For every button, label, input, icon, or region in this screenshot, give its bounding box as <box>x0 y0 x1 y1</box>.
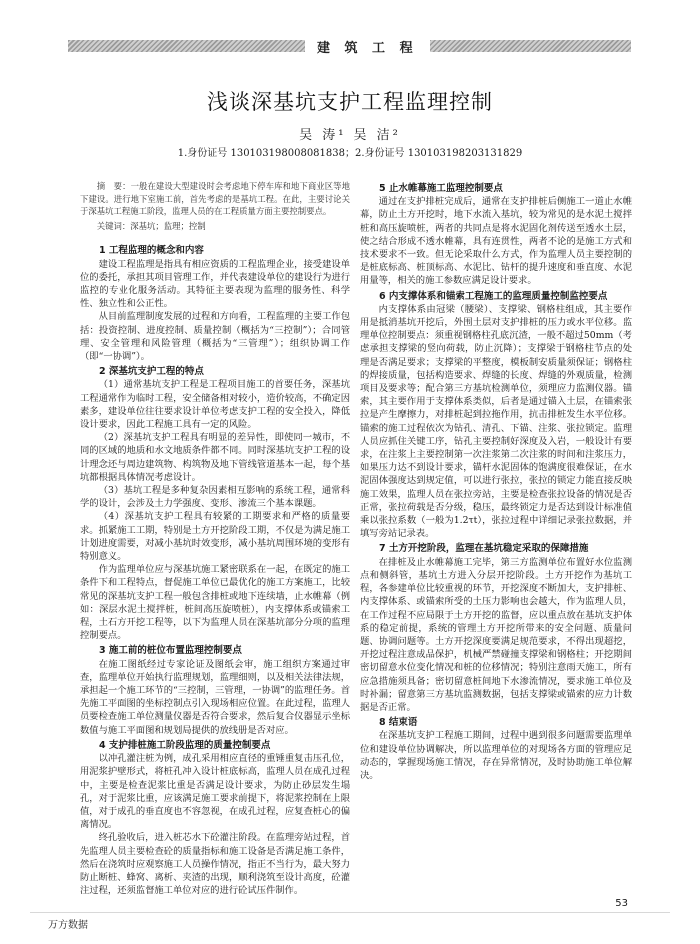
section-heading: 6 内支撑体系和锚索工程施工的监理质量控制监控要点 <box>379 290 608 302</box>
section-heading: 4 支护排桩施工阶段监理的质量控制要点 <box>99 739 271 751</box>
footer-brand: 万方数据 <box>48 920 88 931</box>
paragraph: 以冲孔灌注桩为例，成孔采用相应直径的重锤重复击压孔位，用泥浆护壁形式，将桩孔冲入设计桩底标高，监理人员在成孔过程中，主要是检查泥浆比重是否满足设计要求，为防止砂层发生塌孔，对于泥浆比重，应该满足施工要求前提下，将泥浆控制在上限值，对于成孔的垂直度也不容忽视，在成孔过程，应复查桩心的偏离情况。 <box>80 753 350 831</box>
abstract <box>80 180 350 232</box>
section-heading: 8 结束语 <box>379 717 418 729</box>
paragraph: 在排桩及止水帷幕施工完毕，第三方监测单位布置好水位监测点和侧斜管，基坑土方进入分层开挖阶段。土方开挖作为基坑工程，各参建单位比较重视的环节，开挖深度不断加大，支护排桩、内支撑体系、或锚索所受的土压力影响也会越大，作为监理人员，在工作过程不应局限于土方开挖的监督，应以重点放在基坑支护体系的稳定前提，系统的管理土方开挖所带来的安全问题、质量问题、协调问题等。土方开挖深度要满足规范要求，不得出现超挖，开挖过程注意成品保护，机械严禁碰撞支撑梁和钢格柱；开挖期间密切留意水位变化情况和桩的位移情况；特别注意雨天施工，所有应急措施须具备；密切留意桩间地下水渗流情况，要求施工单位及时补漏；留意第三方基坑监测数据，包括支撑梁或锚索的应力计数据是否正常。 <box>360 556 632 713</box>
right-body <box>360 182 632 782</box>
paragraph: 终孔验收后，进入桩芯水下砼灌注阶段。在监理旁站过程，首先监理人员主要检查砼的质量指标和施工设备是否满足施工条件，然后在浇筑时应观察施工人员操作情况，指正不当行为，最大努力防止断桩、蜂窝、离析、夹渣的出现，顺利浇筑至设计高度，砼灌注过程，还须监督施工单位对应的进行砼试压件制作。 <box>80 832 350 897</box>
paragraph: 在施工图纸经过专家论证及图纸会审，施工组织方案通过审查，监理单位开始执行监理规划，监理细则，以及相关法律法规，承担起一个施工环节的“三控制，三管理，一协调”的监理任务。首先施工平面图的坐标控制点引入现场相应位置。在此过程，监理人员要检查施工单位测量仪器是否符合要求，然后复合仪器显示坐标数值与施工平面图和规划局提供的放线册是否对应。 <box>80 658 350 736</box>
paragraph: 通过在支护排桩完成后，通常在支护排桩后侧施工一道止水帷幕，防止土方开挖时，地下水流入基坑，较为常见的是水泥土搅拌桩和高压旋喷桩，两者的共同点是将水泥固化剂传送至透水土层，使之结合形成不透水帷幕，具有连贯性，两者不论的是施工方式和技术要求不一致。但无论采取什么方式，作为监理人员主要控制的是桩底标高、桩顶标高、水泥比、钻杆的提升速度和垂直度、水泥用量等，相关的施工参数应满足设计要求。 <box>360 196 632 287</box>
paragraph: （3）基坑工程是多种复杂因素相互影响的系统工程，通常科学的设计，会涉及土力学强度、变形、渗流三个基本课题。 <box>80 485 350 510</box>
section-heading: 1 工程监理的概念和内容 <box>99 245 204 257</box>
affiliations: 1.身份证号 13010319800808183​8；2.身份证号 130103198203131829 <box>177 148 523 159</box>
section-label: 建 筑 工 程 <box>305 37 430 56</box>
authors: 吴 涛¹ 吴 洁² <box>299 128 401 143</box>
abstract-text: 摘 要：一般在建设大型建设时会考虑地下停车库和地下商业区等地下建设。进行地下室施工前，首先考虑的是基坑工程。在此，主要讨论关于深基坑工程施工阶段，监理人员的在工程质量方面主要控制要点。 <box>80 181 350 217</box>
paragraph: （2）深基坑支护工程具有明显的差异性，即使同一城市，不同的区域的地质和水文地质条件都不同。同时深基坑支护工程的设计理念还与周边建筑物、构筑物及地下管线管道基本一起，每个基坑都根据具体情况考虑设计。 <box>80 432 350 483</box>
keywords: 关键词：深基坑；监理；控制 <box>96 220 206 231</box>
paragraph: （4）深基坑支护工程具有较紧的工期要求和严格的质量要求。抓紧施工工期，特别是土方开挖阶段工期，不仅是为满足施工计划进度需要，对减小基坑时效变形，减小基坑周围环境的变形有特别意义。 <box>80 511 350 563</box>
left-column <box>80 180 350 897</box>
section-heading: 5 止水帷幕施工监理控制要点 <box>379 183 503 194</box>
paragraph: 建设工程监理是指具有相应资质的工程监理企业，接受建设单位的委托，承担其项目管理工作，并代表建设单位的建设行为进行监控的专业化服务活动。其特征主要表现为监理的服务性、科学性、独立性和公正性。 <box>80 258 350 310</box>
article-title: 浅谈深基坑支护工程监理控制 <box>207 90 493 114</box>
footer-divider <box>30 912 670 913</box>
paragraph: 作为监理单位应与深基坑施工紧密联系在一起，在既定的施工条件下和工程特点，督促施工单位已最优化的施工方案施工，比较常见的深基坑支护工程一般包含排桩或地下连续墙，止水帷幕（例如：深层水泥土搅拌桩，桩间高压旋喷桩），内支撑体系或锚索工程，土石方开挖工程等，以下为监理人员在深基坑部分分项的监理控制要点。 <box>80 564 350 642</box>
paragraph: 从目前监理制度发展的过程和方向看，工程监理的主要工作包括：投资控制、进度控制、质量控制（概括为“三控制”）；合同管理、安全管理和风险管理（概括为“三管理”）；组织协调工作（即“一协调”）。 <box>80 311 350 362</box>
paragraph: 在深基坑支护工程施工期间，过程中遇到很多问题需要监理单位和建设单位协调解决，所以监理单位的对现场各方面的管理应足动态的，掌握现场施工情况，存在异常情况，及时协助施工单位解决。 <box>360 730 632 781</box>
page-number: 53 <box>615 898 628 909</box>
section-heading: 7 土方开挖阶段，监理在基坑稳定采取的保障措施 <box>379 543 589 555</box>
paragraph: 内支撑体系由冠梁（腰梁）、支撑梁、钢格柱组成，其主要作用是抵消基坑开挖后，外围土层对支护排桩的压力或水平位移。监理单位控制要点：须重视钢格柱孔底沉渣，一般不超过50mm（考虑承担支撑梁的竖向荷载，防止沉降）；支撑梁于钢格柱节点的处理是否满足要求；支撑梁的平整度，模板制安质量须保证；钢格柱的焊接质量，包括构造要求、焊缝的长度、焊缝的外观质量，检测项目及要求等；配合第三方基坑检测单位，须理应力监测仪器。锚索，其主要作用于支撑体系类似，后者是通过锚入土层，在锚索张拉是产生摩擦力，对排桩起到拉拖作用，抗击排桩发生水平位移。锚索的施工过程依次为钻孔、清孔、下锚、注浆、张拉锁定。监理人员应抓住关键工序，钻孔主要控制好深度及入岩，一般设计有要求，在注浆上主要控制第一次注浆第二次注浆的时间和注浆压力，如果压力达不到设计要求，锚杆水泥固体的饱满度很难保证，在水泥固体强度达到规定值，可以进行张拉，张拉的锁定力能直接反映施工效果，监理人员在张拉旁站，主要是检查张拉设备的情况是否正常，张拉荷载是否分级，稳压，最终锁定力是否达到设计标准值乘以张拉系数（一般为1.2τt），张拉过程中详细记录张拉数据，并填写旁站记录表。 <box>360 303 632 540</box>
right-column <box>360 180 632 782</box>
left-body <box>80 244 350 897</box>
paragraph: （1）通常基坑支护工程是工程项目施工的首要任务，深基坑工程通常作为临时工程，安全储备相对较小，造价较高，不确定因素多，建设单位往往要求设计单位考虑支护工程的安全投入，降低设计要求，因此工程施工具有一定的风险。 <box>80 379 350 431</box>
section-heading: 2 深基坑支护工程的特点 <box>99 366 204 378</box>
section-heading: 3 施工前的桩位布置监理控制要点 <box>99 645 242 657</box>
